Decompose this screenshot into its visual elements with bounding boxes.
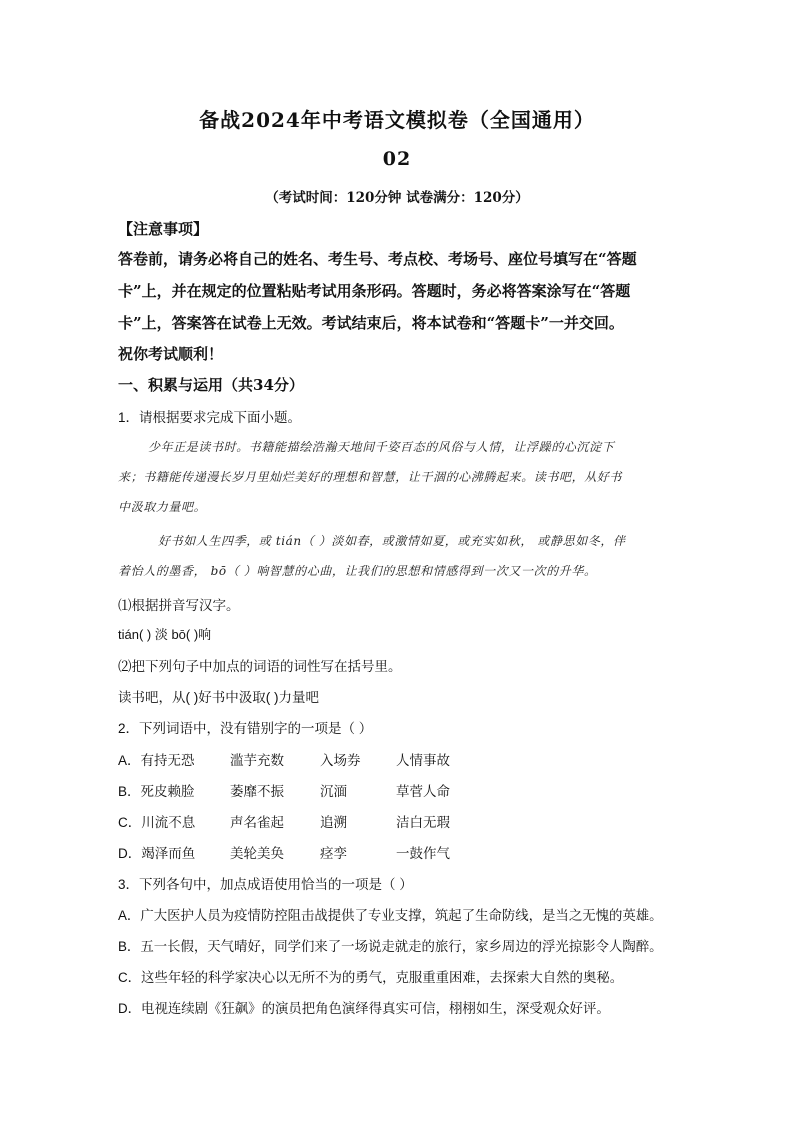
passage-line: 中汲取力量吧。 (118, 500, 207, 514)
question-1-sub1: ⑴根据拼音写汉字。 (118, 598, 240, 613)
question-2-stem: 2．下列词语中，没有错别字的一项是（ ） (118, 721, 373, 736)
exam-title: 备战2024年中考语文模拟卷（全国通用） (199, 108, 595, 132)
passage-line: 来；书籍能传递漫长岁月里灿烂美好的理想和智慧，让干涸的心沸腾起来。读书吧，从好书 (118, 470, 623, 484)
section-heading: 一、积累与运用（共34分） (118, 376, 304, 394)
question-3-option: B．五一长假，天气晴好，同学们来了一场说走就走的旅行，家乡周边的浮光掠影令人陶醉。 (118, 939, 663, 954)
notice-heading: 【注意事项】 (118, 220, 209, 238)
notice-line: 祝你考试顺利！ (118, 345, 224, 363)
question-2-option: B．死皮赖脸 萎靡不振 沉湎 草菅人命 (118, 784, 450, 799)
passage-line: 着怡人的墨香， bō（ ）响智慧的心曲，让我们的思想和情感得到一次又一次的升华。 (118, 564, 597, 578)
question-1-sub2: ⑵把下列句子中加点的词语的词性写在括号里。 (118, 659, 402, 674)
passage-line: 好书如人生四季，或 tián（ ）淡如春，或激情如夏，或充实如秋， 或静思如冬，伴 (158, 534, 626, 548)
question-3-option: A．广大医护人员为疫情防控阻击战提供了专业支撑，筑起了生命防线，是当之无愧的英雄。 (118, 908, 663, 923)
passage-line: 少年正是读书时。书籍能描绘浩瀚天地间千姿百态的风俗与人情，让浮躁的心沉淀下 (148, 440, 615, 454)
question-2-option: C．川流不息 声名雀起 追溯 洁白无瑕 (118, 815, 450, 830)
question-1-sub2-blank: 读书吧，从( )好书中汲取( )力量吧 (118, 690, 319, 705)
exam-info: （考试时间：120分钟 试卷满分：120分） (265, 190, 529, 206)
notice-line: 答卷前，请务必将自己的姓名、考生号、考点校、考场号、座位号填写在“答题 (118, 250, 637, 268)
question-1-stem: 1．请根据要求完成下面小题。 (118, 410, 302, 425)
question-3-option: D．电视连续剧《狂飙》的演员把角色演绎得真实可信，栩栩如生，深受观众好评。 (118, 1001, 610, 1016)
question-2-option: D．竭泽而鱼 美轮美奂 痉孪 一鼓作气 (118, 846, 450, 861)
question-2-option: A．有持无恐 滥芋充数 入场券 人情事故 (118, 753, 450, 768)
notice-line: 卡”上，并在规定的位置粘贴考试用条形码。答题时，务必将答案涂写在“答题 (118, 282, 631, 300)
question-3-option: C．这些年轻的科学家决心以无所不为的勇气，克服重重困难，去探索大自然的奥秘。 (118, 970, 624, 985)
question-1-sub1-blank: tián( ) 淡 bō( )响 (118, 627, 212, 642)
notice-line: 卡”上，答案答在试卷上无效。考试结束后，将本试卷和“答题卡”一并交回。 (118, 314, 624, 332)
exam-number: 02 (382, 148, 412, 170)
question-3-stem: 3．下列各句中，加点成语使用恰当的一项是（ ） (118, 877, 413, 892)
